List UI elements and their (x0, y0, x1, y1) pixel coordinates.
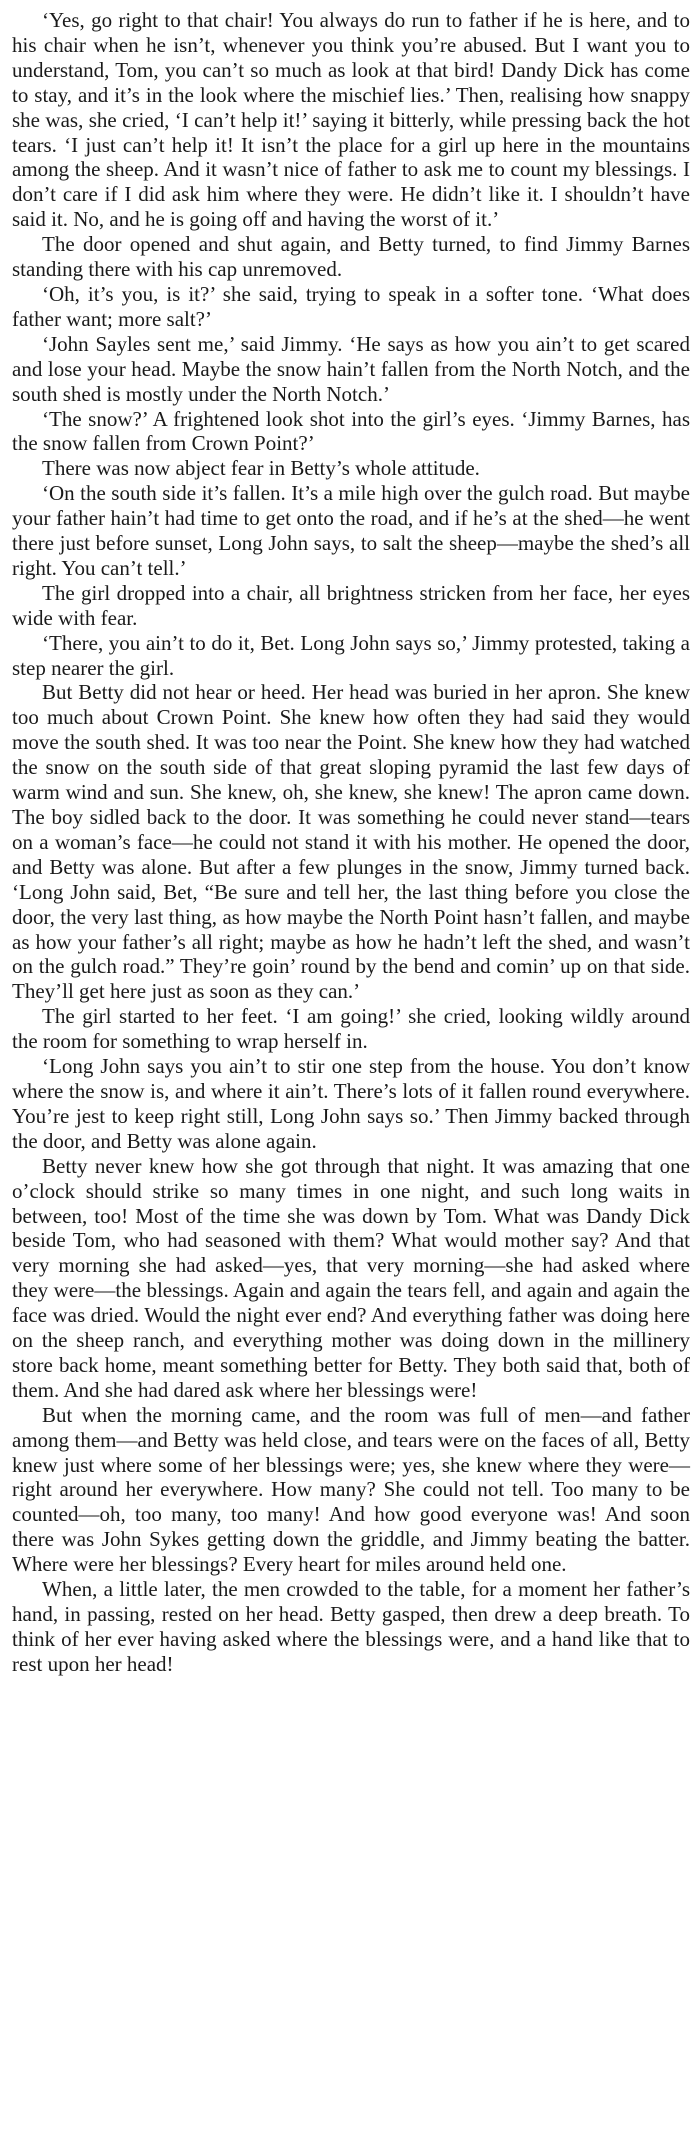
paragraph-stay-in-house: ‘Long John says you ain’t to stir one step from the house. You don’t know where the snow is, and where it ain’t. There’s lots of it fallen round everywhere. You’re jest to keep right still, Long John says so.’ Then Jimmy backed through the door, and Betty was alone again. (12, 1054, 690, 1153)
paragraph-i-am-going: The girl started to her feet. ‘I am going!’ she cried, looking wildly around the room for something to wrap herself in. (12, 1004, 690, 1054)
paragraph-jimmy-protested: ‘There, you ain’t to do it, Bet. Long John says so,’ Jimmy protested, taking a step nearer the girl. (12, 630, 690, 680)
paragraph-morning: But when the morning came, and the room was full of men—and father among them—and Betty was held close, and tears were on the faces of all, Betty knew just where some of her blessings were; yes, she knew where they were—right around her everywhere. How many? She could not tell. Too many to be counted—oh, too many, too many! And how good everyone was! And soon there was John Sykes getting down the griddle, and Jimmy beating the batter. Where were her blessings? Every heart for miles around held one. (12, 1402, 690, 1577)
paragraph-the-night: Betty never knew how she got through that night. It was amazing that one o’clock should strike so many times in one night, and such long waits in between, too! Most of the time she was down by Tom. What was Dandy Dick beside Tom, who had seasoned with them? What would mother say? And that very morning she had asked—yes, that very morning—she had asked where they were—the blessings. Again and again the tears fell, and again and again the face was dried. Would the night ever end? And everything father was doing here on the sheep ranch, and everything mother was doing down in the millinery store back home, meant something better for Betty. They both said that, both of them. And she had dared ask where her blessings were! (12, 1153, 690, 1402)
paragraph-frightened-look: ‘The snow?’ A frightened look shot into the girl’s eyes. ‘Jimmy Barnes, has the snow fallen from Crown Point?’ (12, 406, 690, 456)
paragraph-john-sayles: ‘John Sayles sent me,’ said Jimmy. ‘He says as how you ain’t to get scared and lose your head. Maybe the snow hain’t fallen from the North Notch, and the south shed is mostly under the North Notch.’ (12, 331, 690, 406)
paragraph-jimmy-arrives: The door opened and shut again, and Betty turned, to find Jimmy Barnes standing there with his cap unremoved. (12, 232, 690, 282)
paragraph-dandy-dick: ‘Yes, go right to that chair! You always do run to father if he is here, and to his chair when he isn’t, whenever you think you’re abused. But I want you to understand, Tom, you can’t so much as look at that bird! Dandy Dick has come to stay, and it’s in the look where the mischief lies.’ Then, realising how snappy she was, she cried, ‘I can’t help it!’ saying it bitterly, while pressing back the hot tears. ‘I just can’t help it! It isn’t the place for a girl up here in the mountains among the sheep. And it wasn’t nice of father to ask me to count my blessings. I don’t care if I did ask him where they were. He didn’t like it. I shouldn’t have said it. No, and he is going off and having the worst of it.’ (12, 8, 690, 232)
paragraph-girl-dropped: The girl dropped into a chair, all brightness stricken from her face, her eyes wide with fear. (12, 580, 690, 630)
paragraph-crown-point: But Betty did not hear or heed. Her head was buried in her apron. She knew too much about Crown Point. She knew how often they had said they would move the south shed. It was too near the Point. She knew how they had watched the snow on the south side of that great sloping pyramid the last few days of warm wind and sun. She knew, oh, she knew, she knew! The apron came down. The boy sidled back to the door. It was something he could never stand—tears on a woman’s face—he could not stand it with his mother. He opened the door, and Betty was alone. But after a few plunges in the snow, Jimmy turned back. ‘Long John said, Bet, “Be sure and tell her, the last thing before you close the door, the very last thing, as how maybe the North Point hasn’t fallen, and maybe as how your father’s all right; maybe as how he hadn’t left the shed, and wasn’t on the gulch road.” They’re goin’ round by the bend and comin’ up on that side. They’ll get here just as soon as they can.’ (12, 680, 690, 1004)
paragraph-abject-fear: There was now abject fear in Betty’s whole attitude. (42, 456, 480, 481)
paragraph-fathers-hand: When, a little later, the men crowded to the table, for a moment her father’s hand, in passing, rested on her head. Betty gasped, then drew a deep breath. To think of her ever having asked where the blessings were, and a hand like that to rest upon her head! (12, 1577, 690, 1676)
paragraph-south-side: ‘On the south side it’s fallen. It’s a mile high over the gulch road. But maybe your father hain’t had time to get onto the road, and if he’s at the shed—he went there just before sunset, Long John says, to salt the sheep—maybe the shed’s all right. You can’t tell.’ (12, 481, 690, 580)
paragraph-softer-tone: ‘Oh, it’s you, is it?’ she said, trying to speak in a softer tone. ‘What does father want; more salt?’ (12, 281, 690, 331)
